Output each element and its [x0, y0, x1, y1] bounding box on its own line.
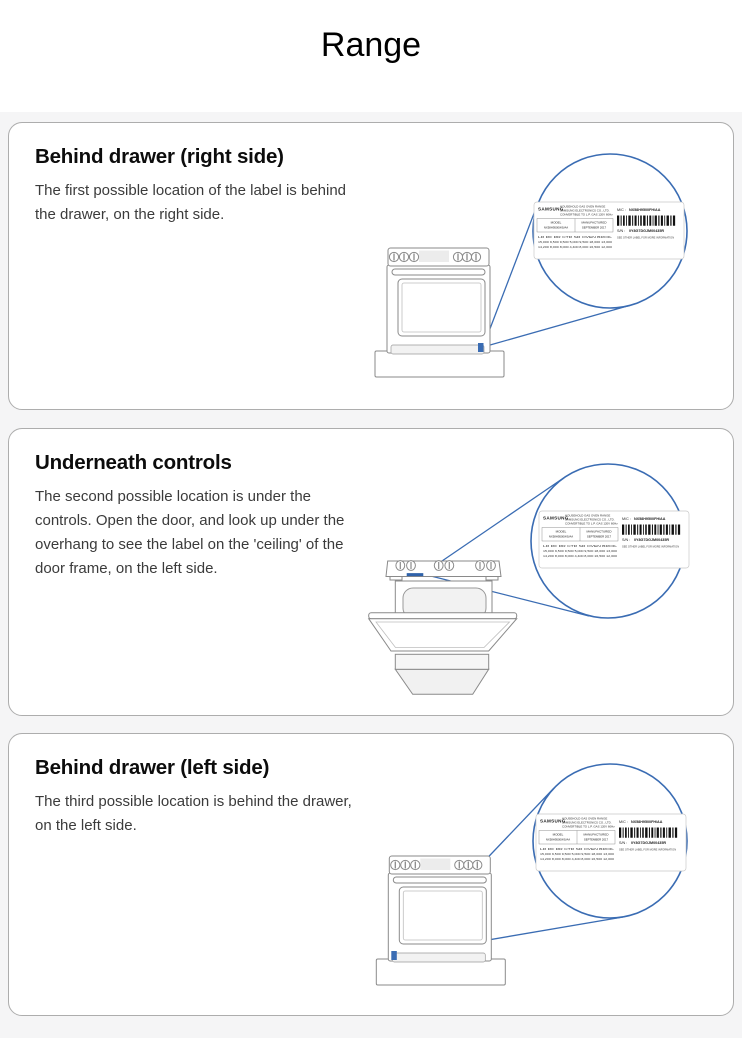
- label-mc-value: NX58H9500FH/AA: [634, 517, 666, 521]
- label-spec-row2: 14,200 8,000 8,000 4,400 8,000 16,500 12,000: [538, 246, 613, 249]
- card-underneath-controls: [8, 428, 734, 716]
- drawer-front-sliver: [392, 953, 485, 962]
- label-footnote: SEE OTHER LABEL FOR MORE INFORMATION: [619, 848, 677, 852]
- label-sn: S/N :: [617, 229, 626, 233]
- range-door-open-illustration: [363, 447, 719, 717]
- drawer-front: [395, 654, 488, 669]
- open-drawer: [375, 351, 504, 377]
- page-title: Range: [320, 26, 422, 64]
- label-sn-value: 0Y8G7DGJM00435R: [631, 841, 667, 845]
- label-brand: SAMSUNG: [543, 515, 569, 521]
- label-location-marker: [478, 343, 484, 352]
- label-mfg-heading: MANUFACTURED: [581, 220, 607, 225]
- label-desc-3: CONVERTIBLE TO L.P. GAS 120V 60Hz: [562, 824, 615, 829]
- label-spec-row2: 14,200 8,000 8,000 4,400 8,000 16,500 12,000: [543, 555, 618, 558]
- label-footnote: SEE OTHER LABEL FOR MORE INFORMATION: [617, 236, 675, 240]
- label-mfg-value: SEPTEMBER 2017: [586, 534, 612, 539]
- label-model-heading: MODEL: [555, 529, 567, 534]
- range-drawing: [369, 561, 517, 695]
- label-desc-1: HOUSEHOLD GAS OVEN RANGE: [560, 204, 606, 209]
- label-footnote: SEE OTHER LABEL FOR MORE INFORMATION: [622, 545, 680, 549]
- card-heading: Behind drawer (left side): [35, 756, 270, 779]
- card-body-text: The first possible location of the label is behind the drawer, on the right side.: [35, 182, 347, 223]
- label-spec-header: LR RF RR CTR SR OVEN BROIL: [538, 236, 614, 239]
- card-behind-drawer-right: [8, 122, 734, 410]
- label-mc-value: NX58H9500FH/AA: [629, 208, 661, 212]
- model-label: [536, 814, 686, 871]
- label-desc-3: CONVERTIBLE TO L.P. GAS 120V 60Hz: [565, 521, 618, 526]
- label-desc-2: SAMSUNG ELECTRONICS CO., LTD.: [560, 208, 610, 213]
- label-model-value: NX58H9500WS/AA: [545, 837, 571, 842]
- label-model-value: NX58H9500WS/AA: [543, 225, 569, 230]
- label-desc-1: HOUSEHOLD GAS OVEN RANGE: [565, 513, 611, 518]
- control-display: [419, 251, 449, 263]
- open-door-edge: [369, 613, 517, 619]
- control-knobs: [396, 561, 496, 571]
- label-mc: M/C :: [619, 820, 628, 824]
- model-label: [539, 511, 689, 568]
- range-closed-illustration-right: [371, 136, 721, 408]
- label-spec-row1: 15,000 9,500 9,500 5,000 9,500 18,000 13,000: [538, 241, 613, 244]
- label-mc: M/C :: [622, 517, 631, 521]
- control-display: [420, 859, 450, 871]
- label-desc-3: CONVERTIBLE TO L.P. GAS 120V 60Hz: [560, 212, 613, 217]
- label-spec-row2: 14,200 8,000 8,000 4,400 8,000 16,500 12,000: [540, 858, 615, 861]
- label-desc-2: SAMSUNG ELECTRONICS CO., LTD.: [565, 517, 615, 522]
- label-mfg-value: SEPTEMBER 2017: [581, 225, 607, 230]
- range-drawing: [375, 248, 504, 377]
- door-window: [399, 887, 486, 944]
- card-heading: Underneath controls: [35, 451, 232, 474]
- label-desc-1: HOUSEHOLD GAS OVEN RANGE: [562, 816, 608, 821]
- label-mfg-value: SEPTEMBER 2017: [583, 837, 609, 842]
- label-model-value: NX58H9500WS/AA: [548, 534, 574, 539]
- label-mc: M/C :: [617, 208, 626, 212]
- page-header: [0, 0, 742, 112]
- label-mc-value: NX58H9500FH/AA: [631, 820, 663, 824]
- card-heading: Behind drawer (right side): [35, 145, 284, 168]
- card-body-text: The second possible location is under the controls. Open the door, and look up under the overhang to see the label on the 'ceiling' of the door frame, on the left side.: [35, 488, 345, 577]
- label-spec-header: LR RF RR CTR SR OVEN BROIL: [540, 848, 616, 851]
- label-spec-header: LR RF RR CTR SR OVEN BROIL: [543, 545, 619, 548]
- card-body-text: The third possible location is behind the drawer, on the left side.: [35, 793, 352, 834]
- label-model-heading: MODEL: [552, 832, 564, 837]
- label-brand: SAMSUNG: [540, 818, 566, 824]
- label-model-heading: MODEL: [550, 220, 562, 225]
- open-drawer: [376, 959, 505, 985]
- drawer-front-sliver: [391, 345, 484, 354]
- door-handle: [392, 269, 485, 275]
- label-sn-value: 0Y8G7DGJM00435R: [634, 538, 670, 542]
- content-area: [0, 112, 742, 1016]
- range-closed-illustration-left: [363, 751, 719, 1013]
- open-door: [369, 619, 517, 651]
- label-sn-value: 0Y8G7DGJM00435R: [629, 229, 665, 233]
- label-sn: S/N :: [619, 841, 628, 845]
- label-desc-2: SAMSUNG ELECTRONICS CO., LTD.: [562, 820, 612, 825]
- door-handle: [393, 877, 486, 883]
- label-location-marker: [391, 951, 397, 960]
- door-window: [398, 279, 485, 336]
- card-behind-drawer-left: [8, 733, 734, 1016]
- drawer-bevel: [395, 669, 488, 694]
- label-mfg-heading: MANUFACTURED: [583, 832, 609, 837]
- label-spec-row1: 15,000 9,500 9,500 5,000 9,500 18,000 13,000: [540, 853, 615, 856]
- label-spec-row1: 15,000 9,500 9,500 5,000 9,500 18,000 13,000: [543, 550, 618, 553]
- label-mfg-heading: MANUFACTURED: [586, 529, 612, 534]
- label-sn: S/N :: [622, 538, 631, 542]
- range-drawing: [376, 856, 505, 985]
- model-label: [534, 202, 684, 259]
- label-brand: SAMSUNG: [538, 206, 564, 212]
